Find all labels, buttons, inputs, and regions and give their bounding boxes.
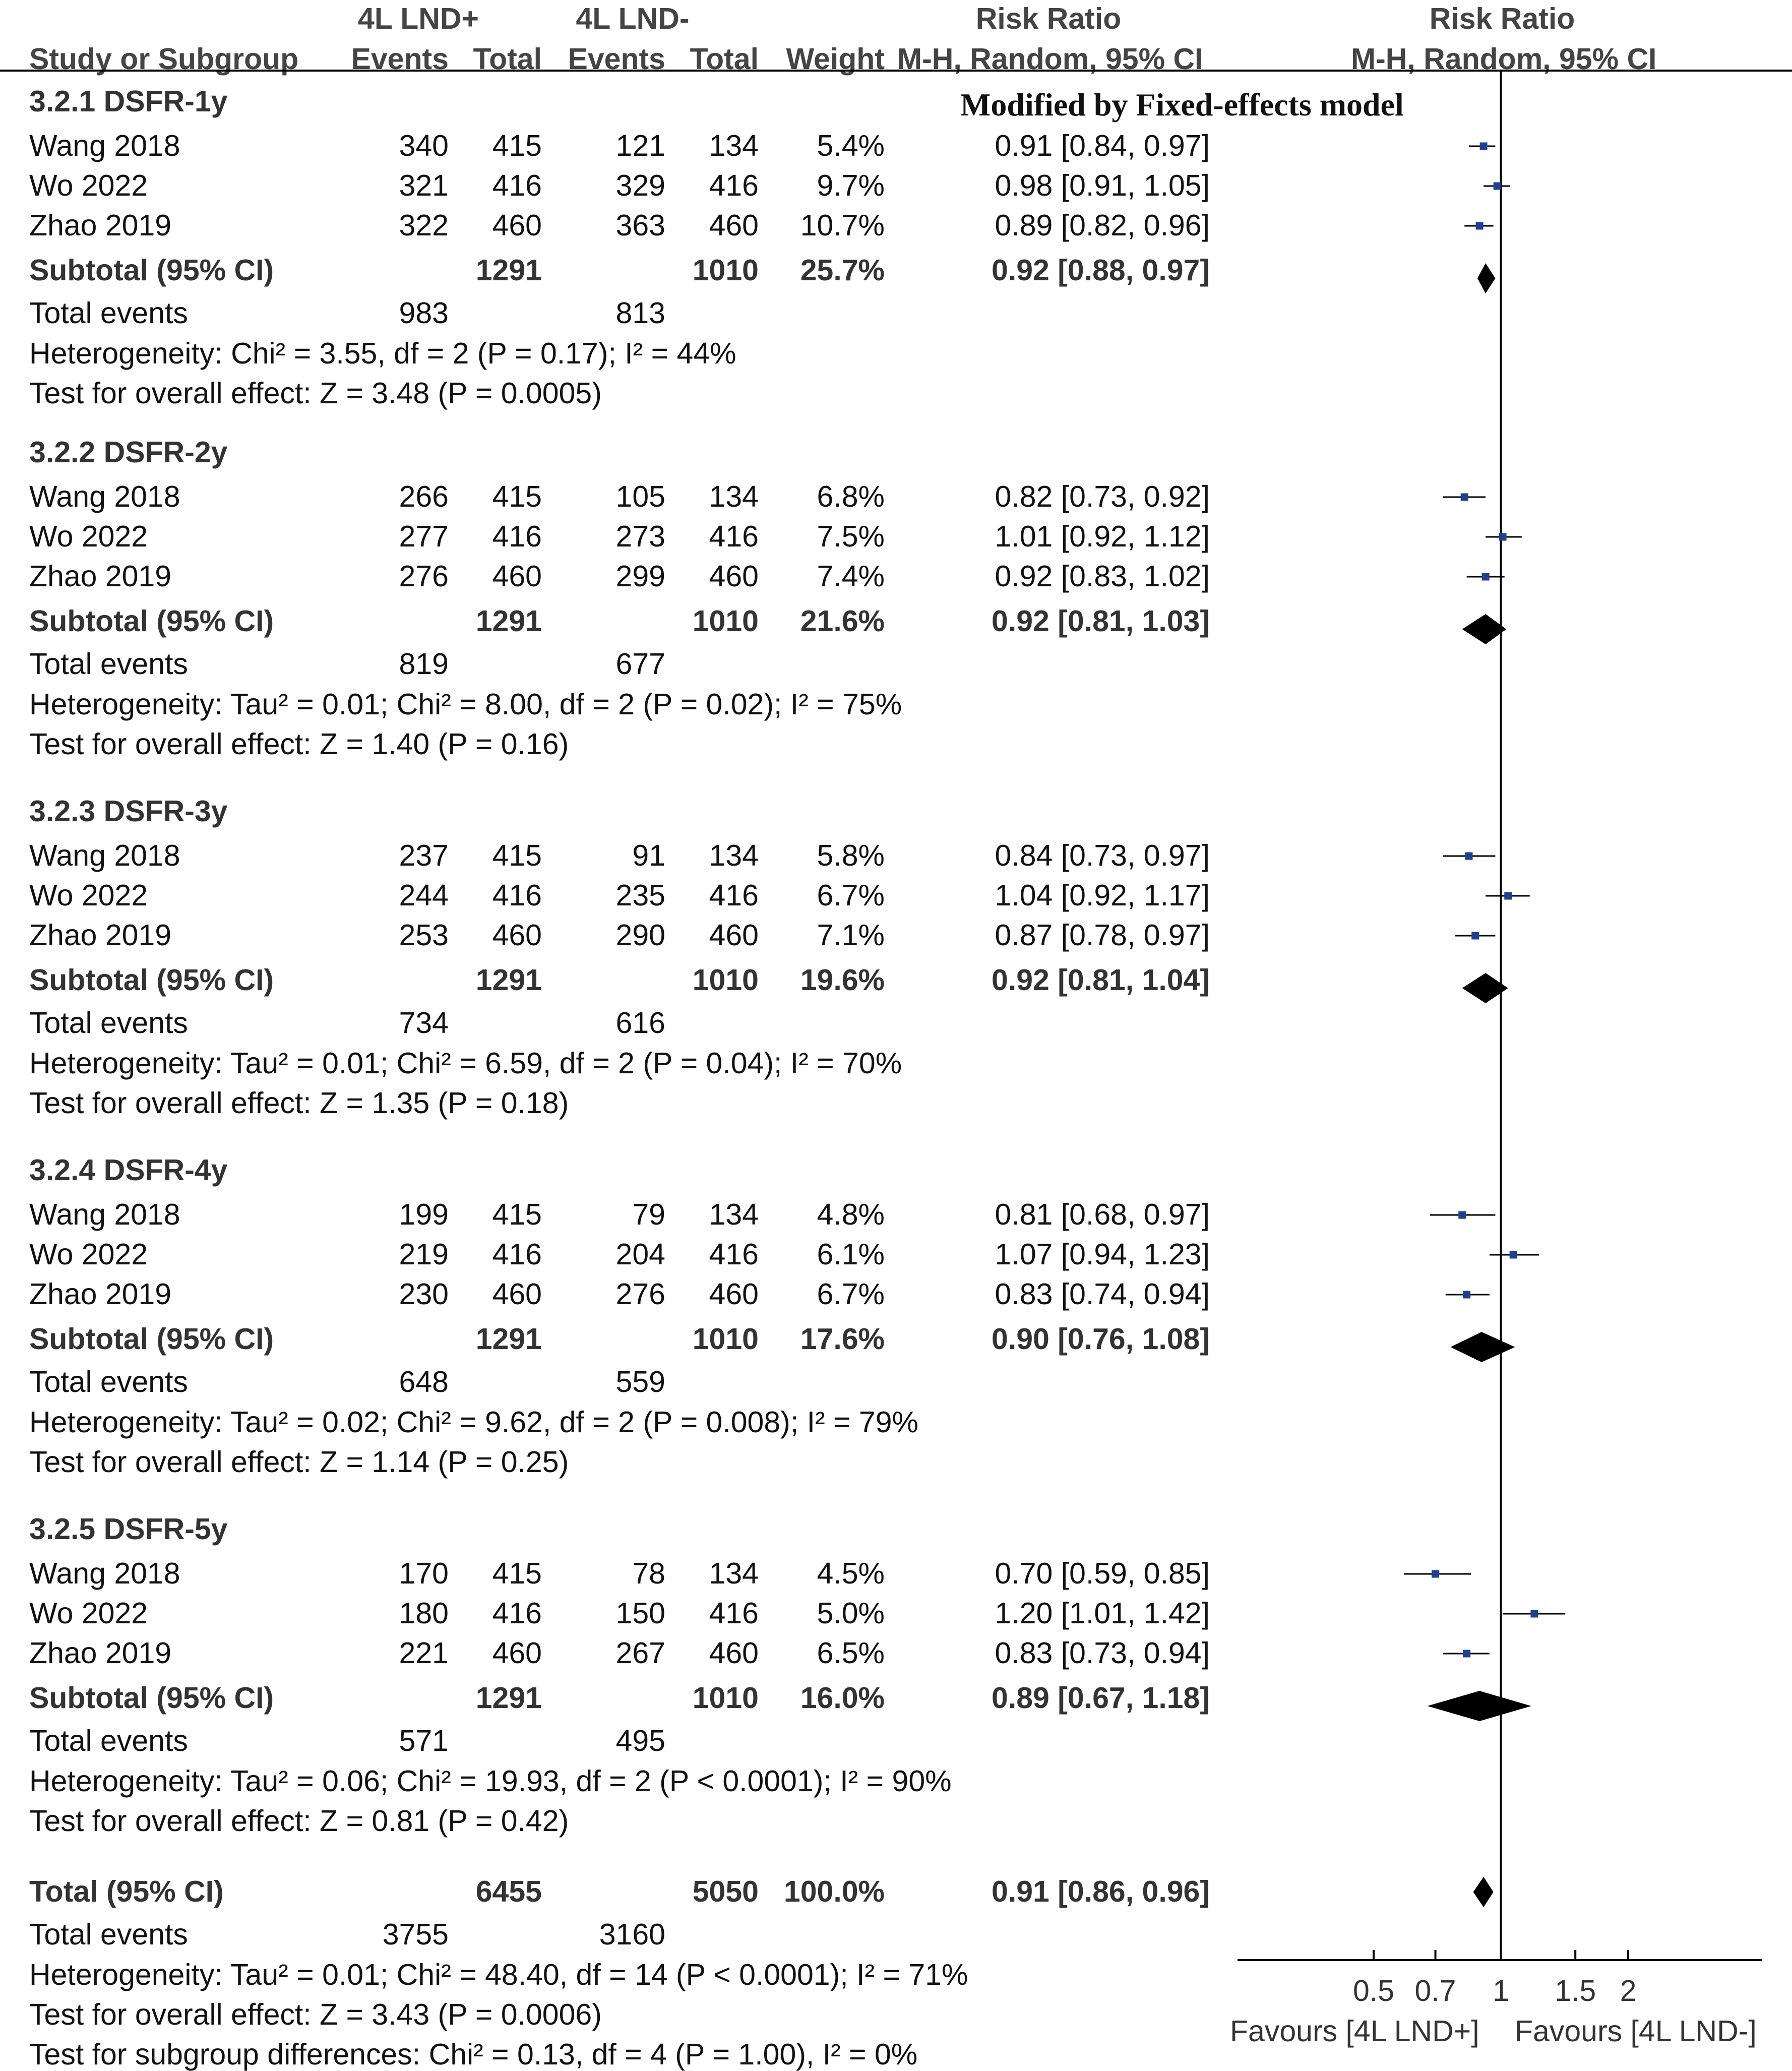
x-tick-label: 1 xyxy=(1493,1974,1509,2007)
study-ci: 0.98 [0.91, 1.05] xyxy=(995,169,1210,202)
study-name: Wo 2022 xyxy=(29,520,148,553)
total-ci: 0.91 [0.86, 0.96] xyxy=(992,1875,1210,1908)
study-total1: 415 xyxy=(492,129,542,162)
study-events2: 273 xyxy=(615,520,665,553)
study-ci: 0.83 [0.74, 0.94] xyxy=(995,1277,1210,1311)
study-name: Wo 2022 xyxy=(29,1238,148,1271)
study-weight: 6.1% xyxy=(817,1238,885,1271)
total-events-label: Total events xyxy=(29,1724,188,1757)
study-events2: 79 xyxy=(632,1198,665,1231)
total-events-label: Total events xyxy=(29,1365,188,1398)
study-total1: 460 xyxy=(492,919,542,952)
total-events1: 3755 xyxy=(382,1918,449,1951)
study-weight: 7.4% xyxy=(817,560,885,593)
col-total1-header: Total xyxy=(473,42,542,76)
subtotal-n2: 1010 xyxy=(692,604,759,638)
study-weight: 6.5% xyxy=(817,1636,885,1670)
study-events2: 78 xyxy=(632,1557,665,1590)
total-events2: 3160 xyxy=(599,1918,665,1951)
study-marker xyxy=(1463,1650,1470,1658)
subtotal-n1: 1291 xyxy=(475,963,542,997)
study-events2: 290 xyxy=(615,919,665,952)
subtotal-ci: 0.89 [0.67, 1.18] xyxy=(992,1681,1210,1715)
subgroup-title: 3.2.3 DSFR-3y xyxy=(29,795,228,828)
study-events1: 199 xyxy=(399,1198,449,1231)
overall-diamond xyxy=(1473,1877,1494,1907)
group-events2: 559 xyxy=(615,1365,665,1398)
subtotal-diamond xyxy=(1451,1332,1515,1362)
x-tick-label: 2 xyxy=(1620,1974,1637,2007)
total-events-label: Total events xyxy=(29,296,188,330)
study-weight: 4.8% xyxy=(817,1198,885,1231)
subtotal-weight: 25.7% xyxy=(800,254,885,287)
study-total2: 460 xyxy=(709,560,759,593)
study-weight: 5.8% xyxy=(817,839,885,872)
group-events1: 734 xyxy=(399,1006,449,1040)
subtotal-n2: 1010 xyxy=(692,254,759,287)
col-study-header: Study or Subgroup xyxy=(29,42,299,76)
study-total2: 460 xyxy=(709,1277,759,1311)
study-marker xyxy=(1465,852,1472,860)
study-total2: 416 xyxy=(709,169,759,202)
study-marker xyxy=(1471,932,1479,940)
study-ci: 0.83 [0.73, 0.94] xyxy=(995,1636,1210,1670)
total-label: Total (95% CI) xyxy=(29,1875,224,1908)
study-marker xyxy=(1510,1251,1517,1259)
study-name: Wo 2022 xyxy=(29,879,148,912)
study-total1: 416 xyxy=(492,169,542,202)
study-events1: 276 xyxy=(399,560,449,593)
study-weight: 6.7% xyxy=(817,1277,885,1311)
subtotal-ci: 0.92 [0.81, 1.03] xyxy=(992,604,1210,638)
study-weight: 10.7% xyxy=(800,209,885,242)
study-events1: 244 xyxy=(399,879,449,912)
subtotal-diamond xyxy=(1477,263,1495,293)
study-marker xyxy=(1504,892,1512,900)
subtotal-ci: 0.92 [0.81, 1.04] xyxy=(992,963,1210,997)
study-ci: 0.87 [0.78, 0.97] xyxy=(995,919,1210,952)
subtotal-label: Subtotal (95% CI) xyxy=(29,1681,274,1715)
study-marker xyxy=(1432,1570,1439,1578)
heterogeneity: Heterogeneity: Tau² = 0.01; Chi² = 8.00, df = 2 (P = 0.02); I² = 75% xyxy=(29,688,902,721)
x-tick-label: 1.5 xyxy=(1555,1974,1596,2007)
group-events2: 495 xyxy=(615,1724,665,1757)
subgroup-title: 3.2.1 DSFR-1y xyxy=(29,85,228,118)
study-total2: 416 xyxy=(709,879,759,912)
rr-title-left: Risk Ratio xyxy=(975,2,1122,35)
study-total2: 416 xyxy=(709,1597,759,1630)
group-events1: 983 xyxy=(399,296,449,330)
subgroup-differences: Test for subgroup differences: Chi² = 0.13, df = 4 (P = 1.00), I² = 0% xyxy=(29,2038,918,2071)
subtotal-weight: 17.6% xyxy=(800,1322,885,1356)
study-total1: 416 xyxy=(492,1597,542,1630)
study-total1: 415 xyxy=(492,480,542,513)
heterogeneity: Heterogeneity: Tau² = 0.02; Chi² = 9.62, df = 2 (P = 0.008); I² = 79% xyxy=(29,1406,918,1439)
subgroup-title: 3.2.2 DSFR-2y xyxy=(29,436,228,469)
study-events1: 322 xyxy=(399,209,449,242)
study-total2: 460 xyxy=(709,1636,759,1670)
study-name: Wo 2022 xyxy=(29,169,148,202)
total-events-label: Total events xyxy=(29,1918,188,1951)
study-ci: 1.07 [0.94, 1.23] xyxy=(995,1238,1210,1271)
subtotal-n2: 1010 xyxy=(692,963,759,997)
total-events-label: Total events xyxy=(29,647,188,681)
study-events2: 121 xyxy=(615,129,665,162)
study-total1: 415 xyxy=(492,1557,542,1590)
subtotal-label: Subtotal (95% CI) xyxy=(29,1322,274,1356)
study-events2: 150 xyxy=(615,1597,665,1630)
subtotal-weight: 21.6% xyxy=(800,604,885,638)
study-total2: 416 xyxy=(709,520,759,553)
subtotal-n1: 1291 xyxy=(475,1322,542,1356)
group-events1: 571 xyxy=(399,1724,449,1757)
study-total1: 460 xyxy=(492,209,542,242)
overall-effect: Test for overall effect: Z = 1.35 (P = 0.18) xyxy=(29,1086,569,1120)
study-events2: 105 xyxy=(615,480,665,513)
subtotal-ci: 0.92 [0.88, 0.97] xyxy=(992,254,1210,287)
study-name: Zhao 2019 xyxy=(29,919,172,952)
study-events1: 277 xyxy=(399,520,449,553)
study-name: Zhao 2019 xyxy=(29,1636,172,1670)
study-weight: 7.1% xyxy=(817,919,885,952)
study-marker xyxy=(1476,222,1484,230)
study-ci: 0.70 [0.59, 0.85] xyxy=(995,1557,1210,1590)
total-n2: 5050 xyxy=(692,1875,759,1908)
x-tick-label: 0.7 xyxy=(1414,1974,1456,2007)
col-events2-header: Events xyxy=(568,42,665,76)
favours-right-label: Favours [4L LND-] xyxy=(1515,2015,1757,2048)
model-note: Modified by Fixed-effects model xyxy=(960,87,1404,123)
col-events1-header: Events xyxy=(351,42,449,76)
study-marker xyxy=(1530,1610,1538,1618)
subgroup-title: 3.2.4 DSFR-4y xyxy=(29,1153,228,1187)
study-ci: 1.04 [0.92, 1.17] xyxy=(995,879,1210,912)
study-marker xyxy=(1482,573,1490,581)
study-name: Wang 2018 xyxy=(29,129,180,162)
study-weight: 6.7% xyxy=(817,879,885,912)
study-ci: 0.82 [0.73, 0.92] xyxy=(995,480,1210,513)
study-total2: 134 xyxy=(709,839,759,872)
study-events1: 321 xyxy=(399,169,449,202)
subtotal-n1: 1291 xyxy=(475,1681,542,1715)
study-ci: 1.20 [1.01, 1.42] xyxy=(995,1597,1210,1630)
study-events2: 204 xyxy=(615,1238,665,1271)
group-events2: 677 xyxy=(615,647,665,681)
col-total2-header: Total xyxy=(690,42,759,76)
study-ci: 0.91 [0.84, 0.97] xyxy=(995,129,1210,162)
study-marker xyxy=(1480,143,1488,150)
subtotal-ci: 0.90 [0.76, 1.08] xyxy=(992,1322,1210,1356)
study-name: Wo 2022 xyxy=(29,1597,148,1630)
study-events2: 276 xyxy=(615,1277,665,1311)
study-events1: 266 xyxy=(399,480,449,513)
study-events2: 329 xyxy=(615,169,665,202)
study-events1: 170 xyxy=(399,1557,449,1590)
study-total2: 134 xyxy=(709,1557,759,1590)
study-ci: 0.81 [0.68, 0.97] xyxy=(995,1198,1210,1231)
study-name: Zhao 2019 xyxy=(29,560,172,593)
study-weight: 4.5% xyxy=(817,1557,885,1590)
group-events1: 648 xyxy=(399,1365,449,1398)
study-name: Zhao 2019 xyxy=(29,1277,172,1311)
subtotal-weight: 16.0% xyxy=(800,1681,885,1715)
heterogeneity: Heterogeneity: Tau² = 0.01; Chi² = 6.59, df = 2 (P = 0.04); I² = 70% xyxy=(29,1047,902,1080)
study-total2: 416 xyxy=(709,1238,759,1271)
study-events2: 91 xyxy=(632,839,665,872)
study-total1: 416 xyxy=(492,879,542,912)
study-total1: 416 xyxy=(492,520,542,553)
study-name: Wang 2018 xyxy=(29,839,180,872)
subtotal-diamond xyxy=(1428,1691,1531,1721)
study-marker xyxy=(1461,494,1468,501)
overall-effect: Test for overall effect: Z = 0.81 (P = 0.42) xyxy=(29,1804,569,1838)
study-marker xyxy=(1458,1211,1466,1219)
x-tick-label: 0.5 xyxy=(1352,1974,1395,2007)
group-events1: 819 xyxy=(399,647,449,681)
study-ci: 1.01 [0.92, 1.12] xyxy=(995,520,1210,553)
study-events1: 253 xyxy=(399,919,449,952)
total-weight: 100.0% xyxy=(783,1875,885,1908)
study-marker xyxy=(1463,1291,1470,1299)
study-weight: 5.0% xyxy=(817,1597,885,1630)
group-events2: 616 xyxy=(615,1006,665,1040)
overall-effect: Test for overall effect: Z = 1.14 (P = 0.25) xyxy=(29,1445,569,1479)
col-method-left-header: M-H, Random, 95% CI xyxy=(897,42,1203,76)
study-name: Wang 2018 xyxy=(29,1557,180,1590)
study-total2: 460 xyxy=(709,209,759,242)
study-events2: 235 xyxy=(615,879,665,912)
study-events1: 219 xyxy=(399,1238,449,1271)
group-events2: 813 xyxy=(615,296,665,330)
col-weight-header: Weight xyxy=(786,42,885,76)
subtotal-label: Subtotal (95% CI) xyxy=(29,604,274,638)
subgroup-title: 3.2.5 DSFR-5y xyxy=(29,1512,228,1546)
study-name: Zhao 2019 xyxy=(29,209,172,242)
subtotal-n1: 1291 xyxy=(475,604,542,638)
study-total1: 460 xyxy=(492,560,542,593)
study-weight: 7.5% xyxy=(817,520,885,553)
subtotal-n2: 1010 xyxy=(692,1322,759,1356)
study-events1: 230 xyxy=(399,1277,449,1311)
study-events2: 363 xyxy=(615,209,665,242)
subtotal-label: Subtotal (95% CI) xyxy=(29,963,274,997)
study-total1: 416 xyxy=(492,1238,542,1271)
total-events-label: Total events xyxy=(29,1006,188,1040)
study-total1: 415 xyxy=(492,839,542,872)
study-events2: 299 xyxy=(615,560,665,593)
study-weight: 9.7% xyxy=(817,169,885,202)
study-weight: 5.4% xyxy=(817,129,885,162)
study-total1: 415 xyxy=(492,1198,542,1231)
study-events1: 221 xyxy=(399,1636,449,1670)
group2-header: 4L LND- xyxy=(576,2,690,35)
study-marker xyxy=(1494,182,1501,190)
study-total1: 460 xyxy=(492,1277,542,1311)
overall-effect: Test for overall effect: Z = 1.40 (P = 0.16) xyxy=(29,727,569,761)
total-heterogeneity: Heterogeneity: Tau² = 0.01; Chi² = 48.40, df = 14 (P < 0.0001); I² = 71% xyxy=(29,1958,968,1991)
subtotal-weight: 19.6% xyxy=(800,963,885,997)
overall-effect: Test for overall effect: Z = 3.48 (P = 0.0005) xyxy=(29,377,602,410)
total-overall-effect: Test for overall effect: Z = 3.43 (P = 0.0006) xyxy=(29,1998,602,2031)
rr-title-right: Risk Ratio xyxy=(1429,2,1575,35)
study-total2: 134 xyxy=(709,129,759,162)
heterogeneity: Heterogeneity: Chi² = 3.55, df = 2 (P = 0.17); I² = 44% xyxy=(29,337,736,370)
total-n1: 6455 xyxy=(475,1875,542,1908)
study-marker xyxy=(1499,533,1507,541)
study-ci: 0.84 [0.73, 0.97] xyxy=(995,839,1210,872)
subtotal-n1: 1291 xyxy=(475,254,542,287)
study-total2: 134 xyxy=(709,1198,759,1231)
study-total2: 460 xyxy=(709,919,759,952)
favours-left-label: Favours [4L LND+] xyxy=(1230,2015,1479,2048)
study-events1: 237 xyxy=(399,839,449,872)
study-ci: 0.92 [0.83, 1.02] xyxy=(995,560,1210,593)
study-events1: 180 xyxy=(399,1597,449,1630)
study-ci: 0.89 [0.82, 0.96] xyxy=(995,209,1210,242)
study-weight: 6.8% xyxy=(817,480,885,513)
heterogeneity: Heterogeneity: Tau² = 0.06; Chi² = 19.93, df = 2 (P < 0.0001); I² = 90% xyxy=(29,1764,952,1798)
study-events2: 267 xyxy=(615,1636,665,1670)
study-total2: 134 xyxy=(709,480,759,513)
subtotal-label: Subtotal (95% CI) xyxy=(29,254,274,287)
group1-header: 4L LND+ xyxy=(358,2,479,35)
study-events1: 340 xyxy=(399,129,449,162)
study-name: Wang 2018 xyxy=(29,480,180,513)
subtotal-n2: 1010 xyxy=(692,1681,759,1715)
study-total1: 460 xyxy=(492,1636,542,1670)
subtotal-diamond xyxy=(1462,614,1507,644)
col-method-right-header: M-H, Random, 95% CI xyxy=(1351,42,1657,76)
study-name: Wang 2018 xyxy=(29,1198,180,1231)
